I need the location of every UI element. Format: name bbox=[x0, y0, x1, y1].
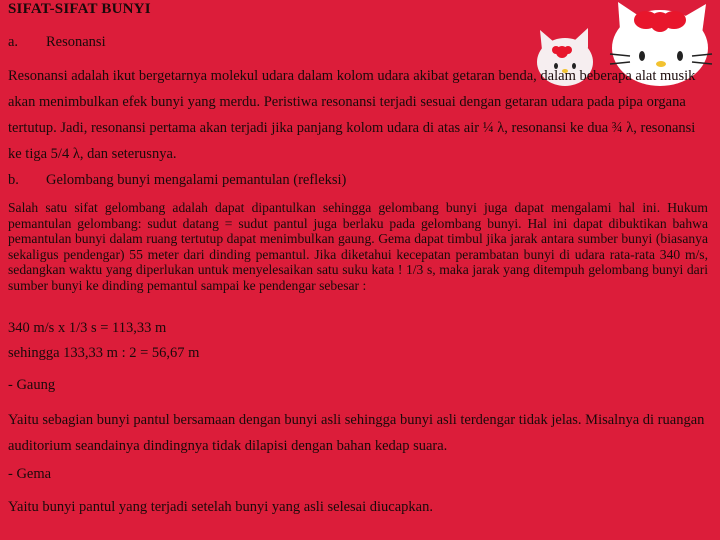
calc-line-1: 340 m/s x 1/3 s = 113,33 m bbox=[8, 320, 167, 336]
pemantulan-paragraph: Salah satu sifat gelombang adalah dapat dipantulkan sehingga gelombang bunyi juga dapat mengalami hal ini. Hukum pemantulan gelombang: sudut datang = sudut pantul juga berlaku pada gelombang bunyi. Hal ini dapat dibuktikan bahwa pemantulan bunyi dalam ruang tertutup dapat menimbulkan gaung. Gema dapat timbul jika jarak antara sumber bunyi (biasanya sekaligus pendengar) 55 meter dari dinding pemantul. Jika diketahui kecepatan perambatan bunyi di udara rata-rata 340 m/s, sedangkan waktu yang diperlukan untuk menyelesaikan satu suku kata ! 1/3 s, maka jarak yang ditempuh gelombang bunyi dari sumber bunyi ke dinding pemantul sampai ke pendengar sebesar : bbox=[8, 200, 708, 293]
section-b-heading bbox=[8, 172, 346, 189]
page-title: SIFAT-SIFAT BUNYI bbox=[8, 1, 151, 17]
section-a-letter: a. bbox=[8, 34, 19, 50]
section-a-heading bbox=[8, 34, 106, 51]
resonansi-paragraph: Resonansi adalah ikut bergetarnya molekul udara dalam kolom udara akibat getaran benda, dalam beberapa alat musik akan menimbulkan efek bunyi yang merdu. Peristiwa resonansi terjadi sesuai dengan getaran udara pada pipa organa tertutup. Jadi, resonansi pertama akan terjadi jika panjang kolom udara di atas air ¼ λ, resonansi ke dua ¾ λ, resonansi ke tiga 5/4 λ, dan seterusnya. bbox=[8, 68, 696, 162]
calc-line-2: sehingga 133,33 m : 2 = 56,67 m bbox=[8, 345, 200, 361]
gaung-paragraph: Yaitu sebagian bunyi pantul bersamaan dengan bunyi asli sehingga bunyi asli terdengar tidak jelas. Misalnya di ruangan auditorium seandainya dindingnya tidak dilapisi dengan bahan kedap suara. bbox=[8, 412, 705, 454]
section-a-title: Resonansi bbox=[46, 34, 106, 50]
gaung-heading: - Gaung bbox=[8, 377, 56, 393]
gema-heading: - Gema bbox=[8, 466, 52, 482]
section-b-letter: b. bbox=[8, 172, 19, 188]
section-b-title: Gelombang bunyi mengalami pemantulan (refleksi) bbox=[46, 172, 347, 188]
gema-paragraph: Yaitu bunyi pantul yang terjadi setelah bunyi yang asli selesai diucapkan. bbox=[8, 499, 433, 515]
